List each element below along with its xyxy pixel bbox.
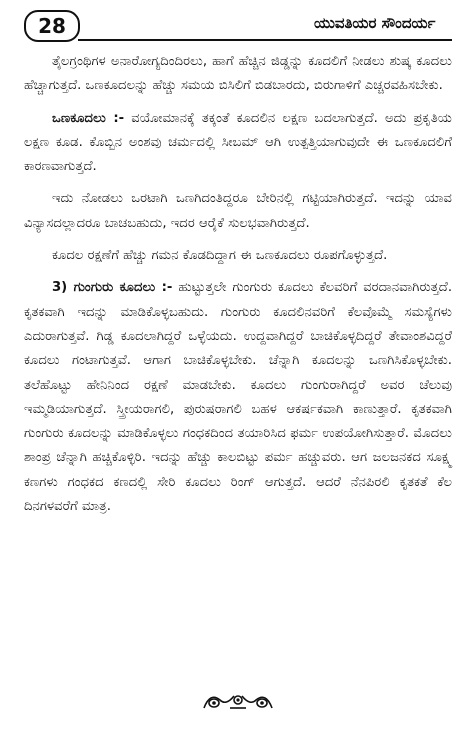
floral-ornament-icon [200, 688, 276, 714]
page-number: 28 [24, 10, 80, 42]
body-text [24, 50, 452, 519]
paragraph-text: ವಯೋಮಾನಕ್ಕೆ ತಕ್ಕಂತೆ ಕೂದಲಿನ ಲಕ್ಷಣ ಬದಲಾಗುತ್ತದೆ. ಅದು ಪ್ರಕೃತಿಯ ಲಕ್ಷಣ ಕೂಡ. ಕೊಬ್ಬಿನ ಅಂಶವು ಚರ್ಮದಲ್ಲಿ ಸೀಬಮ್ ಆಗಿ ಉತ್ಪತ್ತಿಯಾಗುವುದೇ ಈ ಒಣಕೂದಲಿಗೆ ಕಾರಣವಾಗುತ್ತದೆ. [24, 110, 452, 175]
paragraph [24, 244, 452, 268]
paragraph [24, 50, 452, 99]
paragraph [24, 107, 452, 180]
paragraph [24, 187, 452, 236]
section-term: ಒಣಕೂದಲು :- [52, 110, 125, 126]
paragraph-text: ಹುಟ್ಟುತ್ತಲೇ ಗುಂಗುರು ಕೂದಲು ಕೆಲವರಿಗೆ ವರದಾನವಾಗಿರುತ್ತದೆ. ಕೃತಕವಾಗಿ ಇದನ್ನು ಮಾಡಿಕೊಳ್ಳಬಹುದು. ಗುಂಗುರು ಕೂದಲಿನವರಿಗೆ ಕೆಲವೊಮ್ಮೆ ಸಮಸ್ಯೆಗಳು ಎದುರಾಗುತ್ತವೆ. ಗಿಡ್ಡ ಕೂದಲಾಗಿದ್ದರೆ ಒಳ್ಳೆಯದು. ಉದ್ದವಾಗಿದ್ದರೆ ಬಾಚಿಕೊಳ್ಳದಿದ್ದರೆ ತೇವಾಂಶವಿದ್ದರೆ ಕೂದಲು ಗಂಟಾಗುತ್ತವೆ. ಆಗಾಗ ಬಾಚಿಕೊಳ್ಳಬೇಕು. ಚೆನ್ನಾಗಿ ಕೂದಲನ್ನು ಒಣಗಿಸಿಕೊಳ್ಳಬೇಕು. ತಲೆಹೊಟ್ಟು ಹೇನಿನಿಂದ ರಕ್ಷಣೆ ಮಾಡಬೇಕು. ಕೂದಲು ಗುಂಗುರಾಗಿದ್ದರೆ ಅವರ ಚೆಲುವು ಇಮ್ಮಡಿಯಾಗುತ್ತದೆ. ಸ್ತ್ರೀಯರಾಗಲಿ, ಪುರುಷರಾಗಲಿ ಬಹಳ ಆಕರ್ಷಕವಾಗಿ ಕಾಣುತ್ತಾರೆ. ಕೃತಕವಾಗಿ ಗುಂಗುರು ಕೂದಲನ್ನು ಮಾಡಿಕೊಳ್ಳಲು ಗಂಧಕದಿಂದ ತಯಾರಿಸಿದ ಫರ್ಮ ಉಪಯೋಗಿಸುತ್ತಾರೆ. ಮೊದಲು ಶಾಂಪ್ರ ಚೆನ್ನಾಗಿ ಹಚ್ಚಿಕೊಳ್ಳಿರಿ. ಇದನ್ನು ಹೆಚ್ಚು ಕಾಲಬಿಟ್ಟು ಪರ್ಮ ಹಚ್ಚುವರು. ಆಗ ಜಲಜನಕದ ಸೂಕ್ಷ್ಮ ಕಣಗಳು ಗಂಧಕದ ಕಣದಲ್ಲಿ ಸೇರಿ ಕೂದಲು ರಿಂಗ್ ಆಗುತ್ತದೆ. ಆದರೆ ನೆನಪಿರಲಿ ಕೃತಕತೆ ಕೆಲ ದಿನಗಳವರೆಗೆ ಮಾತ್ರ. [24, 280, 453, 515]
paragraph-text: ತೈಲಗ್ರಂಥಿಗಳ ಅನಾರೋಗ್ಯದಿಂದಿರಲು, ಹಾಗೆ ಹೆಚ್ಚಿನ ಜಿಡ್ಡನ್ನು ಕೂದಲಿಗೆ ನೀಡಲು ಶುಷ್ಕ ಕೂದಲು ಹೆಚ್ಚಾಗುತ್ತದೆ. ಒಣಕೂದಲನ್ನು ಹೆಚ್ಚು ಸಮಯ ಬಿಸಿಲಿಗೆ ಬಿಡಬಾರದು, ಬಿರುಗಾಳಿಗೆ ಎಚ್ಚರವಹಿಸಬೇಕು. [24, 54, 452, 94]
paragraph-text: ಇದು ನೋಡಲು ಒರಟಾಗಿ ಒಣಗಿದಂತಿದ್ದರೂ ಬೇರಿನಲ್ಲಿ ಗಟ್ಟಿಯಾಗಿರುತ್ತದೆ. ಇದನ್ನು ಯಾವ ವಿನ್ಯಾಸದಲ್ಲಾದರೂ ಬಾಚಬಹುದು, ಇದರ ಆರೈಕೆ ಸುಲಭವಾಗಿರುತ್ತದೆ. [24, 191, 452, 231]
running-title: ಯುವತಿಯರ ಸೌಂದರ್ಯ [314, 14, 436, 32]
section-term: 3) ಗುಂಗುರು ಕೂದಲು :- [52, 280, 173, 296]
page-header [24, 10, 452, 44]
paragraph [24, 276, 452, 519]
paragraph-text: ಕೂದಲ ರಕ್ಷಣೆಗೆ ಹೆಚ್ಚು ಗಮನ ಕೊಡದಿದ್ದಾಗ ಈ ಒಣಕೂದಲು ರೂಪಗೊಳ್ಳುತ್ತದೆ. [52, 248, 388, 264]
header-rule [78, 39, 452, 41]
